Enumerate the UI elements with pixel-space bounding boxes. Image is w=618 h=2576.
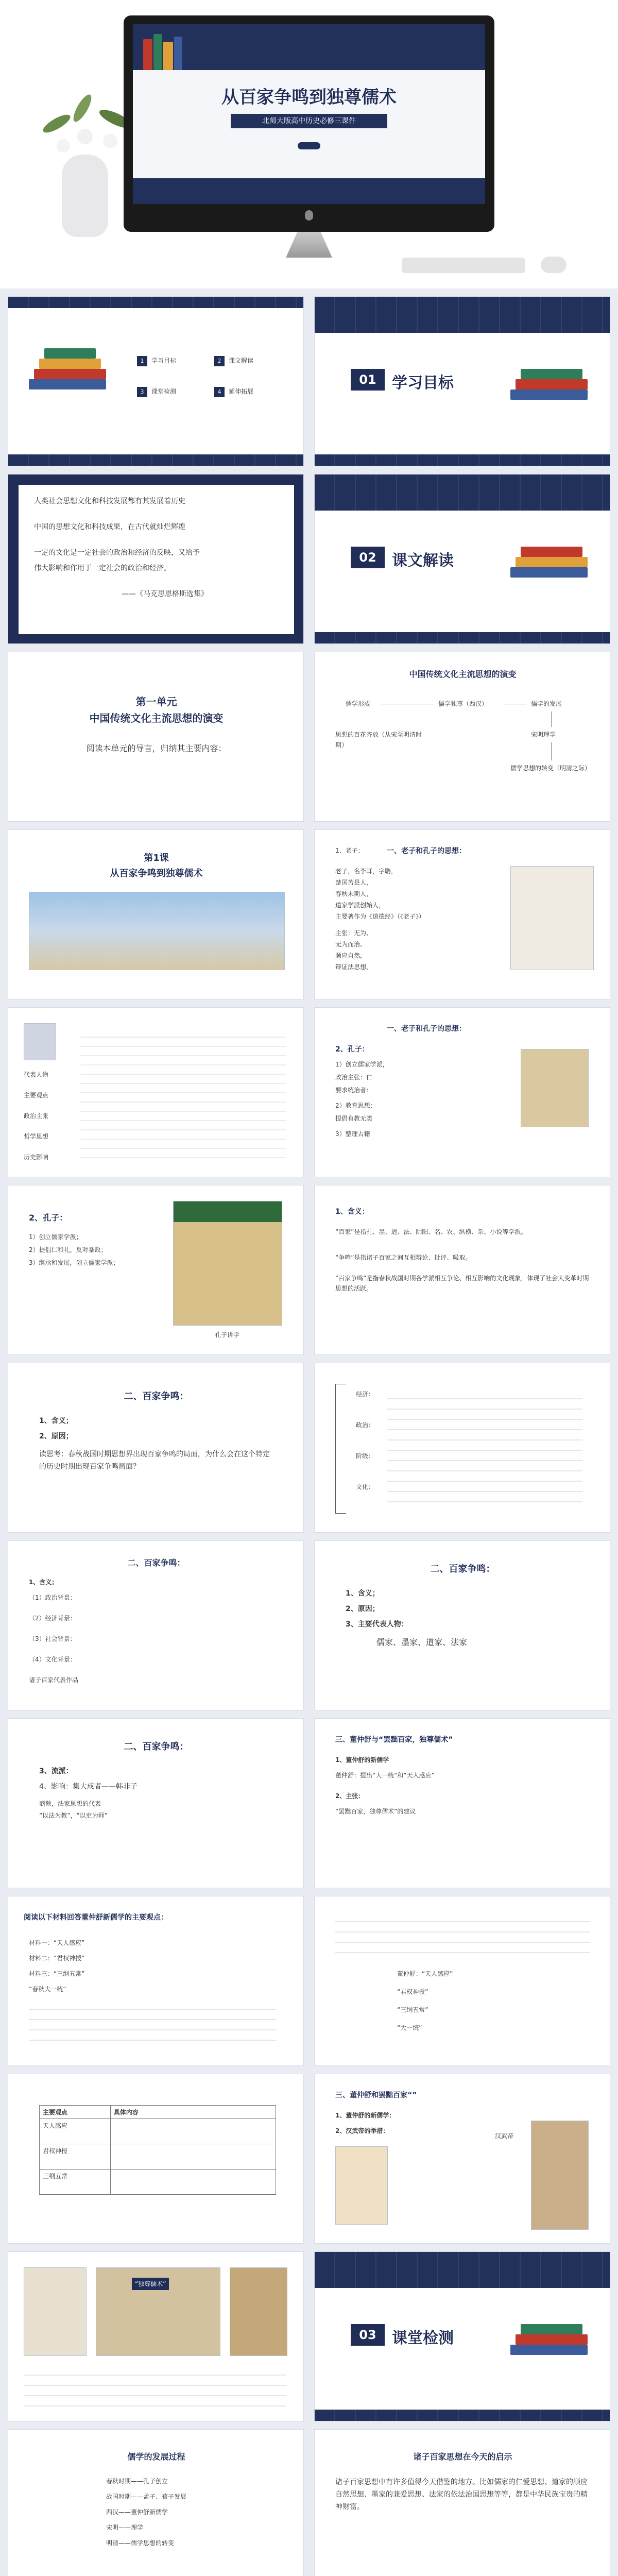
slide-zhengming — [8, 1363, 304, 1533]
kongzi-point: 2）提倡仁和礼，反对暴政； — [29, 1246, 107, 1253]
zm2-point: （4）文化背景： — [29, 1656, 76, 1663]
map-node-6: 儒学思想的转变（明清之际） — [510, 765, 591, 772]
zm3-point: 2、原因； — [346, 1605, 380, 1613]
kongzi-caption: 孔子讲学 — [214, 1331, 239, 1338]
laozi-point: 主张：无为、 — [335, 929, 373, 937]
kongzi-point: 1）创立儒家学派； — [29, 1233, 82, 1241]
zm4-point: 商鞅，法家思想的代表 — [39, 1800, 101, 1807]
slide-grid2 — [8, 2074, 304, 2244]
zm2-extra: 诸子百家代表作品 — [29, 1676, 79, 1684]
table-row: 历史影响 — [24, 1154, 49, 1161]
slide-toc — [8, 296, 304, 466]
laozi-point: 无为而治、 — [335, 941, 367, 948]
cover-area — [0, 0, 618, 289]
map-node-5: 宋明理学 — [531, 731, 556, 738]
table-row: 哲学思想 — [24, 1133, 49, 1140]
slide-section-01 — [314, 296, 610, 466]
books-illustration — [510, 353, 598, 415]
cause-row: 经济： — [356, 1391, 375, 1398]
painting-3 — [230, 2267, 287, 2356]
section-number: 02 — [351, 547, 385, 568]
slide-qin — [314, 2074, 610, 2244]
goal-source: ——《马克思恩格斯选集》 — [122, 590, 208, 598]
zm3-title: 二、百家争鸣： — [430, 1564, 495, 1574]
zm-point: 1、含义； — [39, 1417, 73, 1425]
slide-causes — [314, 1363, 610, 1533]
read2-line: 董仲舒：“天人感应” — [397, 1970, 453, 1977]
section-number: 01 — [351, 369, 385, 391]
goal-line-3: 一定的文化是一定社会的政治和经济的反映，又给予 — [34, 549, 200, 557]
laozi-point: 辩证法思想， — [335, 963, 373, 971]
unit-title: 中国传统文化主流思想的演变 — [89, 712, 224, 724]
slide-unit — [8, 652, 304, 822]
slide-read — [8, 1896, 304, 2066]
qin-point: 1、董仲舒的新儒学： — [335, 2112, 396, 2119]
portrait-small — [24, 1023, 56, 1060]
grid-cell: 天人感应 — [40, 2119, 111, 2144]
conf-point: 2）教育思想： — [335, 1102, 376, 1109]
zm2-point: （1）政治背景： — [29, 1594, 76, 1601]
cause-row: 文化： — [356, 1483, 375, 1490]
map-node-3: 儒学的发展 — [531, 700, 562, 707]
laozi-title: 一、老子和孔子的思想： — [387, 847, 466, 855]
slide-han — [314, 1718, 610, 1888]
monitor-screen — [133, 24, 485, 204]
slide-zm2 — [8, 1540, 304, 1710]
keyboard — [402, 258, 525, 273]
slide-kongzi — [8, 1185, 304, 1355]
read2-line: “大一统” — [397, 2024, 422, 2031]
table-row: 代表人物 — [24, 1071, 49, 1078]
table-row: 主要观点 — [24, 1092, 49, 1099]
slide-laozi — [314, 829, 610, 999]
slide-section-02 — [314, 474, 610, 644]
zm4-point: 3、流派： — [39, 1767, 73, 1775]
terracotta-figure — [531, 2121, 589, 2230]
zm3-point: 1、含义； — [346, 1589, 380, 1598]
develop-line: 春秋时期——孔子创立 — [106, 2478, 168, 2485]
read-line: 材料一：“天人感应” — [29, 1939, 85, 1946]
laozi-point: 道家学派创始人， — [335, 902, 385, 909]
kongzi-title: 2、孔子： — [29, 1213, 68, 1223]
cause-row: 阶级： — [356, 1452, 375, 1460]
develop-title: 儒学的发展过程 — [127, 2452, 185, 2462]
table-row: 政治主张 — [24, 1112, 49, 1120]
read2-line: “君权神授” — [397, 1988, 428, 1995]
map-node-1: 儒学形成 — [346, 700, 371, 707]
slide-zm3 — [314, 1540, 610, 1710]
lesson-title: 从百家争鸣到独尊儒术 — [110, 868, 203, 879]
qin-point: 2、汉武帝的举措： — [335, 2127, 389, 2134]
map-node-4: 思想的百花齐放（从宋至明清时期） — [335, 731, 422, 749]
mouse — [541, 257, 566, 273]
han-point: 董仲舒：提出“大一统”和“天人感应” — [335, 1772, 435, 1779]
read-line: 材料三：“三纲五常” — [29, 1970, 85, 1977]
confucius-teaching-painting — [173, 1201, 282, 1326]
conf-point: 提倡有教无类 — [335, 1115, 373, 1122]
conf-title: 一、老子和孔子的思想： — [387, 1025, 466, 1033]
slide-table1 — [8, 1007, 304, 1177]
books-illustration — [510, 2309, 598, 2370]
zm-text: 读思考：春秋战国时期思想界出现百家争鸣的局面，为什么会在这个特定的历史时期出现百家争鸣局面？ — [39, 1450, 270, 1471]
conf-point: 1）创立儒家学派， — [335, 1061, 389, 1068]
develop-line: 明清——儒学思想的转变 — [106, 2539, 175, 2547]
slide-map — [314, 652, 610, 822]
section-title: 课堂检测 — [392, 2329, 454, 2347]
slide-confucius2 — [314, 1007, 610, 1177]
grid-cell: 三纲五常 — [40, 2170, 111, 2195]
read2-line: “三纲五常” — [397, 2006, 428, 2013]
zm4-point: “以法为教”，“以吏为师” — [39, 1812, 108, 1819]
quote-line: “百家”是指孔、墨、道、法、阴阳、名、农、纵横、杂、小说等学派。 — [335, 1228, 527, 1235]
laozi-portrait — [510, 866, 594, 970]
emperor-portrait — [335, 2146, 388, 2225]
cause-row: 政治： — [356, 1421, 375, 1429]
kongzi-point: 3）继承和发展，创立儒家学派； — [29, 1259, 119, 1266]
laozi-point: 顺应自然， — [335, 952, 367, 959]
toc-item-1[interactable]: 1 学习目标 — [137, 353, 214, 369]
han-point: “罢黜百家，独尊儒术”的建议 — [335, 1808, 416, 1815]
toc-item-3[interactable]: 3 课堂检测 — [137, 384, 214, 400]
slide-develop — [8, 2429, 304, 2576]
quote-line: “争鸣”是指诸子百家之间互相辩论、批评、吸取。 — [335, 1254, 472, 1261]
cover-dots — [298, 142, 320, 149]
zm4-title: 二、百家争鸣： — [124, 1741, 189, 1752]
slide-goals — [8, 474, 304, 644]
zm-title: 二、百家争鸣： — [124, 1391, 189, 1402]
unit-heading: 第一单元 — [135, 696, 177, 708]
books-illustration — [29, 348, 116, 410]
han-point: 2、主张： — [335, 1792, 365, 1800]
conf-sub: 2、孔子： — [335, 1045, 369, 1054]
qin-title: 三、董仲舒和罢黜百家“” — [335, 2091, 417, 2099]
han-point: 1、董仲舒的新儒学 — [335, 1756, 389, 1764]
monitor-stand — [286, 232, 332, 258]
slide-zm4 — [8, 1718, 304, 1888]
quote-title: 1、含义： — [335, 1208, 369, 1216]
read-title: 阅读以下材料回答董仲舒新儒学的主要观点： — [24, 1913, 168, 1922]
slide-section-03 — [314, 2251, 610, 2421]
slide-quote — [314, 1185, 610, 1355]
zm-point: 2、原因； — [39, 1432, 73, 1440]
laozi-point: 老子，名李耳，字聃， — [335, 868, 398, 875]
read-line: 材料二：“君权神授” — [29, 1955, 85, 1962]
develop-line: 战国时期——孟子、荀子发展 — [106, 2493, 187, 2500]
zm3-point: 儒家、墨家、道家、法家 — [376, 1637, 468, 1647]
emperors-caption: “独尊儒术” — [132, 2278, 169, 2290]
conf-point: 政治主张：仁 — [335, 1074, 373, 1081]
zm4-point: 4、影响：集大成者——韩非子 — [39, 1783, 138, 1791]
zm2-point: （2）经济背景： — [29, 1615, 76, 1622]
grid-header: 具体内容 — [110, 2106, 276, 2119]
painting-1 — [24, 2267, 87, 2356]
qin-tag: 汉武帝 — [495, 2132, 514, 2140]
section-number: 03 — [351, 2324, 385, 2346]
essay-title: 诸子百家思想在今天的启示 — [413, 2452, 512, 2462]
read-line: “春秋大一统” — [29, 1986, 66, 1993]
slide-lesson1 — [8, 829, 304, 999]
section-title: 学习目标 — [392, 374, 454, 392]
section-title: 课文解读 — [392, 552, 454, 570]
plant-vase — [62, 155, 108, 237]
confucius-portrait — [521, 1049, 589, 1127]
laozi-point: 主要著作为《道德经》（《老子》） — [335, 913, 425, 920]
slide-read2 — [314, 1896, 610, 2066]
han-title: 三、董仲舒与“罢黜百家，独尊儒术” — [335, 1736, 453, 1744]
develop-line: 宋明——理学 — [106, 2524, 144, 2531]
monitor-logo-icon — [305, 210, 313, 221]
slide-emperors — [8, 2251, 304, 2421]
zm3-point: 3、主要代表人物： — [346, 1620, 408, 1629]
grid-header: 主要观点 — [40, 2106, 111, 2119]
laozi-point: 1、老子： — [335, 847, 364, 854]
zm2-title: 二、百家争鸣： — [127, 1558, 185, 1568]
conf-point: 要求统治者： — [335, 1087, 373, 1094]
toc-item-4[interactable]: 4 延伸拓展 — [214, 384, 291, 400]
slide-essay — [314, 2429, 610, 2576]
grid-table — [39, 2105, 276, 2195]
map-node-2: 儒学独尊（西汉） — [438, 700, 488, 707]
laozi-point: 春秋末期人， — [335, 890, 373, 897]
zm2-point: （3）社会背景： — [29, 1635, 76, 1642]
goal-line-2: 中国的思想文化和科技成果，在古代就灿烂辉煌 — [34, 523, 185, 531]
philosophers-painting — [29, 892, 285, 970]
essay-text: 诸子百家思想中有许多值得今天借鉴的地方。比如儒家的仁爱思想、道家的顺应自然思想、墨家的兼爱思想、法家的依法治国思想等等，都是中华民族宝贵的精神财富。 — [335, 2478, 588, 2511]
develop-line: 西汉——董仲舒新儒学 — [106, 2509, 168, 2516]
goal-line-4: 伟大影响和作用于一定社会的政治和经济。 — [34, 564, 171, 572]
unit-hint: 阅读本单元的导言，归纳其主要内容： — [86, 743, 227, 753]
grid-cell: 君权神授 — [40, 2144, 111, 2170]
cover-title: 从百家争鸣到独尊儒术 — [221, 87, 397, 108]
conf-point: 3）整理古籍 — [335, 1130, 370, 1138]
quote-line: “百家争鸣”是指春秋战国时期各学派相互争论、相互影响的文化现象，体现了社会大变革时期思想的活跃。 — [335, 1275, 589, 1292]
toc-item-2[interactable]: 2 课文解读 — [214, 353, 291, 369]
cover-subtitle: 北师大版高中历史必修三课件 — [231, 114, 387, 128]
goal-line-1: 人类社会思想文化和科技发展都有其发展着历史 — [34, 497, 185, 505]
laozi-point: 楚国苦县人， — [335, 879, 373, 886]
books-illustration — [510, 531, 598, 593]
map-title: 中国传统文化主流思想的演变 — [409, 669, 517, 679]
lesson-heading: 第1课 — [144, 853, 169, 863]
zm2-point: 1、含义； — [29, 1579, 58, 1586]
